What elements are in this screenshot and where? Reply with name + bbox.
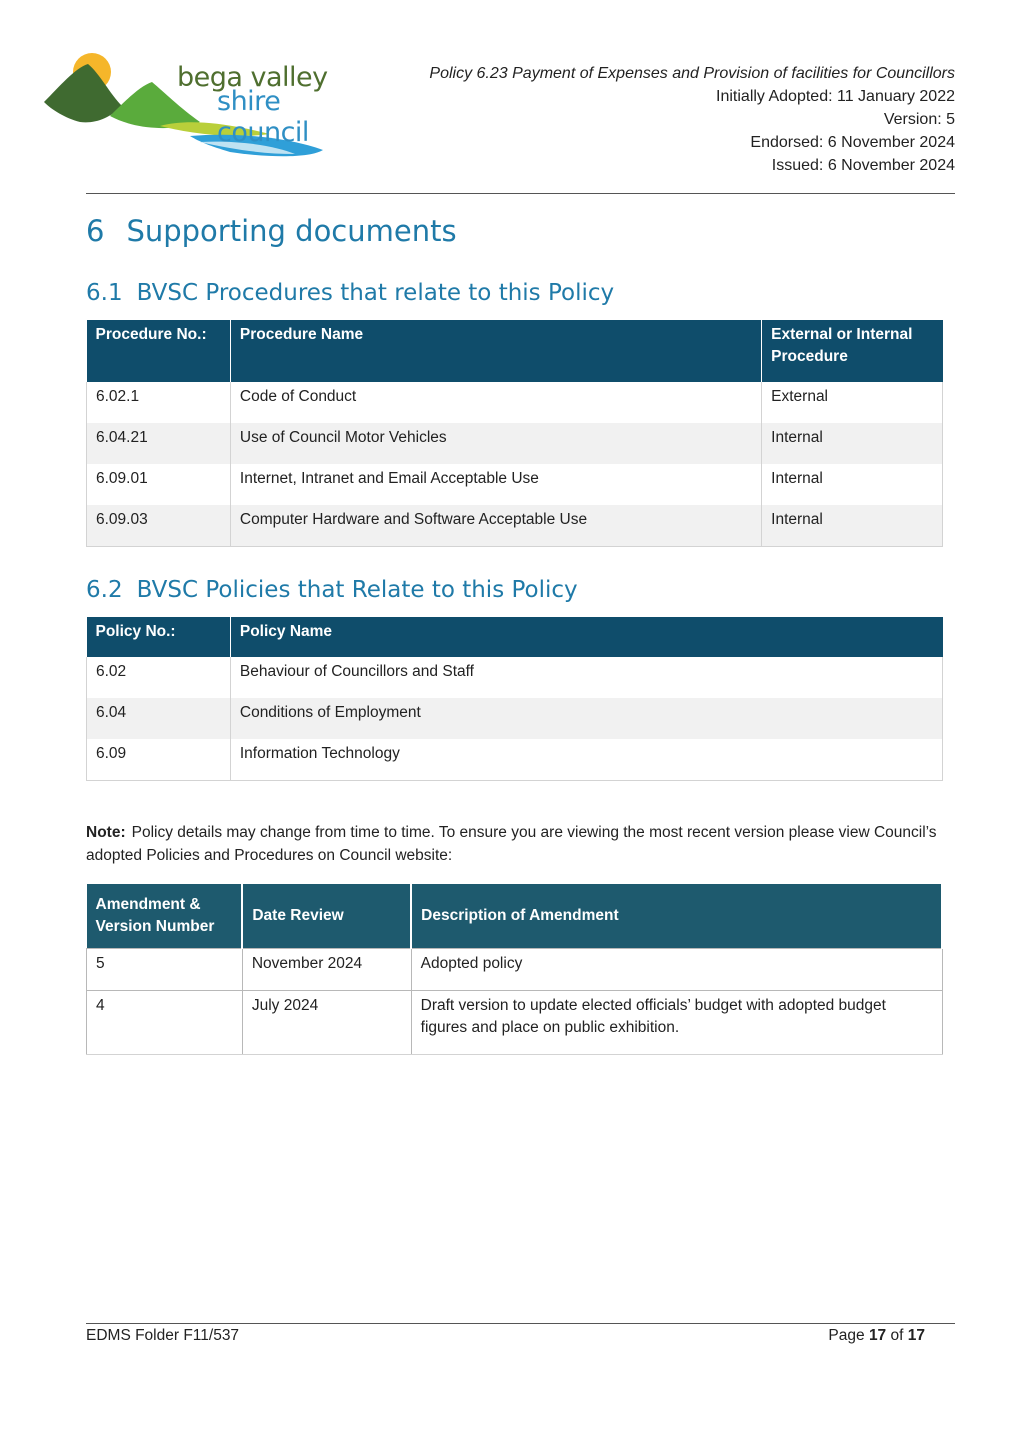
table-row [87, 382, 943, 423]
procedures-title: BVSC Procedures that relate to this Policy [136, 280, 615, 306]
column-header: External or Internal Procedure [762, 320, 943, 382]
endorsed-date: Endorsed: 6 November 2024 [750, 134, 955, 151]
section-number: 6 [86, 214, 105, 248]
page-total: 17 [907, 1327, 925, 1344]
page-number [828, 1327, 925, 1345]
table-cell: 6.04.21 [87, 423, 231, 464]
table-row [87, 505, 943, 546]
table-row [87, 698, 943, 739]
logo-text-line2: shire council [217, 86, 309, 148]
table-row [87, 739, 943, 780]
section-title: Supporting documents [126, 214, 457, 248]
table-cell: November 2024 [242, 948, 411, 990]
column-header: Policy Name [230, 617, 942, 657]
column-header: Description of Amendment [411, 884, 942, 948]
table-cell: 6.09.03 [87, 505, 231, 546]
policies-table [86, 617, 943, 781]
table-row [87, 423, 943, 464]
issued-date: Issued: 6 November 2024 [771, 157, 955, 174]
page-current: 17 [868, 1327, 887, 1344]
edms-folder: EDMS Folder F11/537 [86, 1327, 240, 1344]
table-cell: Computer Hardware and Software Acceptable Use [230, 505, 761, 546]
column-header: Procedure Name [230, 320, 761, 382]
table-cell: Code of Conduct [230, 382, 761, 423]
policies-heading [86, 577, 578, 603]
note-label: Note: [86, 824, 126, 841]
table-cell: July 2024 [242, 990, 411, 1054]
column-header: Amendment & Version Number [87, 884, 243, 948]
document-header [429, 62, 955, 177]
table-cell: External [762, 382, 943, 423]
policies-title: BVSC Policies that Relate to this Policy [136, 577, 578, 603]
table-cell: 4 [87, 990, 243, 1054]
table-header-row [87, 617, 943, 657]
table-cell: Information Technology [230, 739, 942, 780]
page-label: Page [828, 1327, 865, 1344]
table-cell: 6.09 [87, 739, 231, 780]
table-row [87, 990, 943, 1054]
table-cell: 5 [87, 948, 243, 990]
table-row [87, 464, 943, 505]
procedures-number: 6.1 [86, 280, 123, 306]
column-header: Policy No.: [87, 617, 231, 657]
logo-text-line1: bega valley [177, 62, 328, 93]
table-cell: 6.02 [87, 657, 231, 698]
table-cell: Conditions of Employment [230, 698, 942, 739]
section-heading [86, 214, 457, 248]
table-cell: Adopted policy [411, 948, 942, 990]
table-cell: Internal [762, 505, 943, 546]
policies-number: 6.2 [86, 577, 123, 603]
note-text: Policy details may change from time to time. To ensure you are viewing the most recent version please view Council’s adopted Policies and Procedures on Council website: [86, 824, 937, 864]
initially-adopted: Initially Adopted: 11 January 2022 [716, 88, 955, 105]
procedures-table [86, 320, 943, 547]
policy-title: Policy 6.23 Payment of Expenses and Provision of facilities for Councillors [429, 65, 955, 82]
table-cell: Internal [762, 423, 943, 464]
table-cell: 6.02.1 [87, 382, 231, 423]
footer-divider [86, 1323, 955, 1324]
table-cell: Behaviour of Councillors and Staff [230, 657, 942, 698]
column-header: Date Review [242, 884, 411, 948]
header-divider [86, 193, 955, 194]
version: Version: 5 [883, 111, 955, 128]
table-cell: 6.04 [87, 698, 231, 739]
table-cell: Draft version to update elected officials’ budget with adopted budget figures and place on public exhibition. [411, 990, 942, 1054]
amendments-table [86, 884, 943, 1055]
table-cell: Internal [762, 464, 943, 505]
table-cell: Use of Council Motor Vehicles [230, 423, 761, 464]
table-header-row [87, 884, 943, 948]
column-header: Procedure No.: [87, 320, 231, 382]
procedures-heading [86, 280, 614, 306]
council-logo [40, 46, 380, 164]
table-header-row [87, 320, 943, 382]
table-cell: Internet, Intranet and Email Acceptable Use [230, 464, 761, 505]
table-row [87, 948, 943, 990]
table-row [87, 657, 943, 698]
page-of: of [890, 1327, 904, 1344]
note-paragraph [86, 821, 946, 867]
table-cell: 6.09.01 [87, 464, 231, 505]
